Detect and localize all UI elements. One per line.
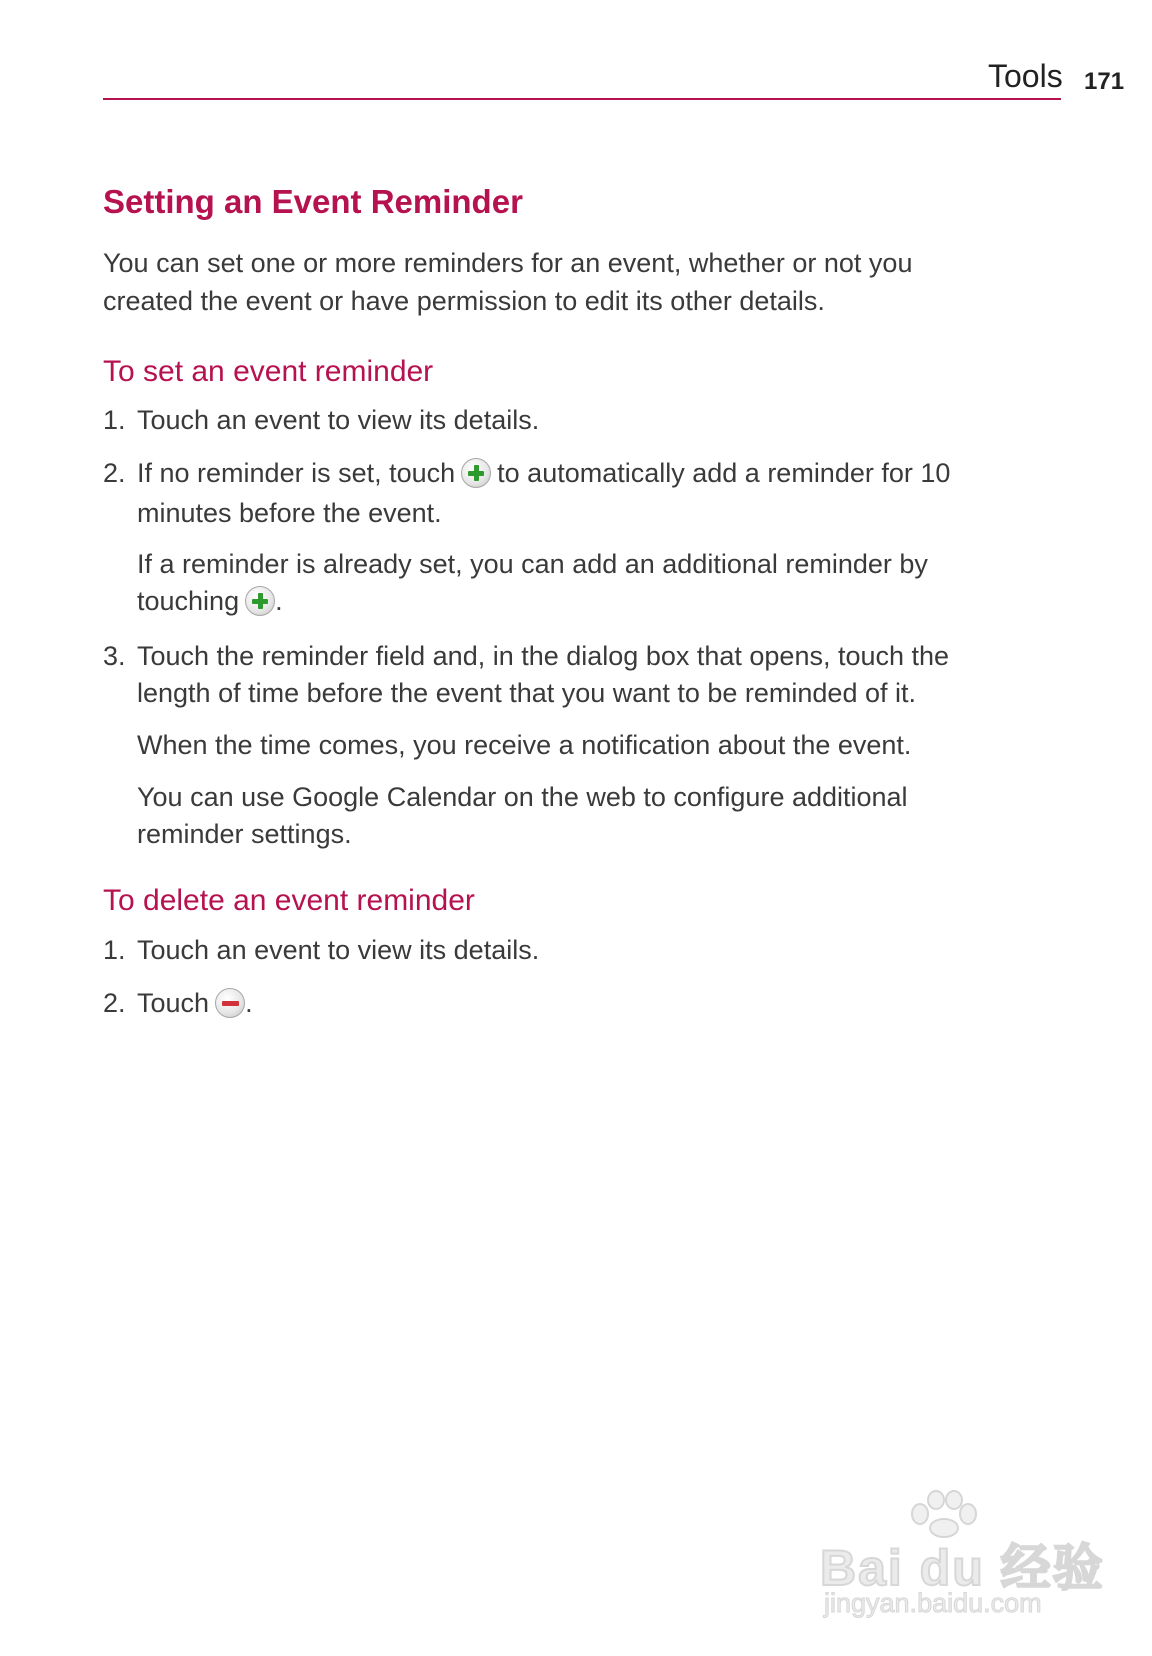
intro-line-1: You can set one or more reminders for an event, whether or not you [103,248,913,278]
delete-step-2-text-after: . [245,988,253,1018]
page-number: 171 [1084,68,1125,95]
remove-reminder-icon [215,988,245,1018]
set-step-1-number: 1. [103,405,126,435]
set-step-2-line-2: minutes before the event. [137,498,442,528]
set-step-3-line-1: Touch the reminder field and, in the dialog box that opens, touch the [137,641,950,671]
page-title: Setting an Event Reminder [103,183,523,220]
set-step-3-note-2-line-2: reminder settings. [137,819,352,849]
delete-step-2-line [137,984,253,1022]
set-step-2-note-line-1: If a reminder is already set, you can add an additional reminder by [137,549,928,579]
set-reminder-heading: To set an event reminder [103,355,434,388]
set-step-2-text-before: If no reminder is set, touch [137,458,456,488]
delete-reminder-heading: To delete an event reminder [103,884,475,917]
add-reminder-icon [245,586,275,616]
delete-step-1-text: Touch an event to view its details. [137,935,540,965]
watermark-logo: Bai du 经验 [820,1540,1105,1596]
set-step-3-note-1: When the time comes, you receive a notification about the event. [137,730,912,760]
header-divider [103,98,1061,100]
baidu-watermark [820,1490,1105,1620]
set-step-2-text-after: to automatically add a reminder for 10 [497,458,951,488]
delete-step-2-number: 2. [103,988,126,1018]
delete-step-2-text-before: Touch [137,988,210,1018]
set-step-2-number: 2. [103,458,126,488]
delete-step-1-number: 1. [103,935,126,965]
set-step-2-note-text-before: touching [137,586,240,616]
add-reminder-icon [461,458,491,488]
set-step-2-line-1 [137,454,950,492]
set-step-2-note-text-after: . [275,586,283,616]
section-title: Tools [988,58,1063,94]
set-step-3-note-2-line-1: You can use Google Calendar on the web to configure additional [137,782,908,812]
set-step-1-text: Touch an event to view its details. [137,405,540,435]
watermark-url: jingyan.baidu.com [824,1588,1042,1618]
set-step-3-number: 3. [103,641,126,671]
intro-line-2: created the event or have permission to edit its other details. [103,286,825,316]
set-step-3-line-2: length of time before the event that you want to be reminded of it. [137,678,916,708]
set-step-2-note-line-2 [137,582,283,620]
